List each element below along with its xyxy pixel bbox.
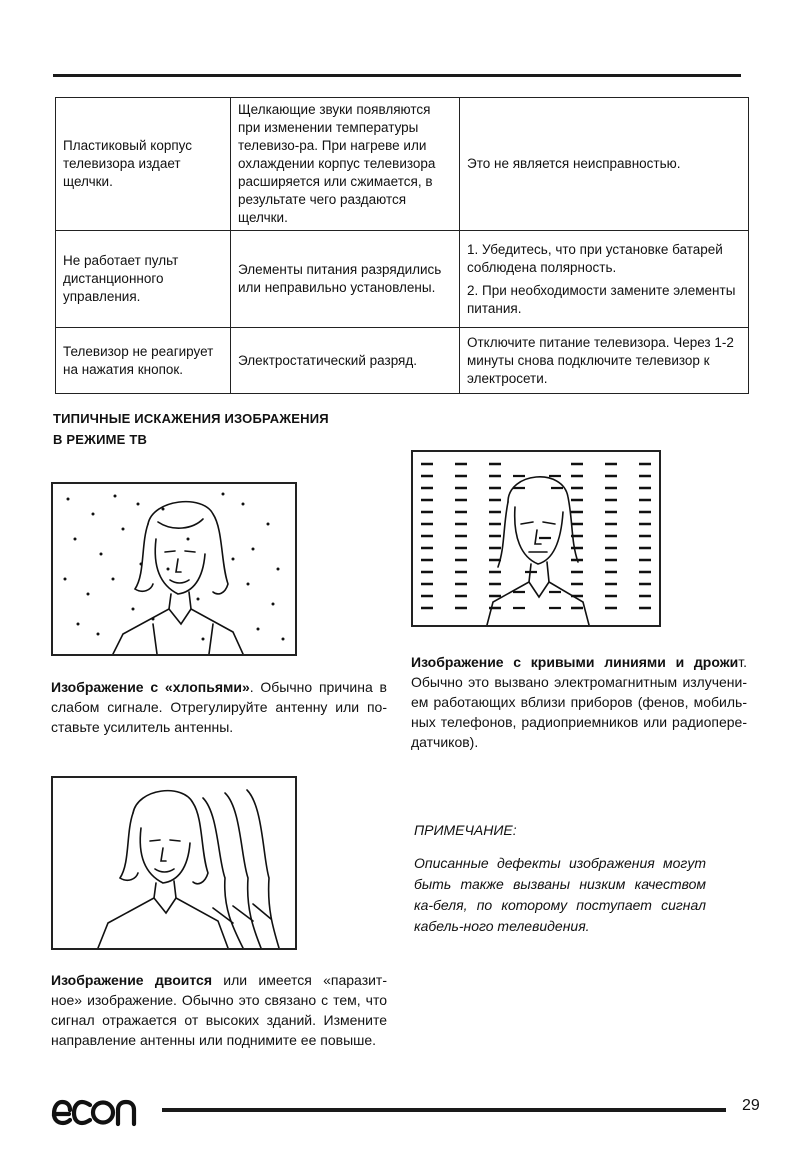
snow-face-drawing — [53, 484, 295, 654]
table-row — [56, 231, 749, 328]
solution-cell: 1. Убедитесь, что при установке батарей соблюдена полярность. 2. При необходимости замените элементы питания. — [460, 231, 749, 328]
cause-cell: Щелкающие звуки появляются при изменении температуры телевизо-ра. При нагреве или охлаждении корпус телевизора расширяется или сжимается, в результате чего раздаются щелчки. — [231, 98, 460, 231]
table-row — [56, 328, 749, 394]
solution-cell: Отключите питание телевизора. Через 1-2 минуты снова подключите телевизор к электросети. — [460, 328, 749, 394]
lines-face-drawing — [413, 452, 659, 625]
table-row — [56, 98, 749, 231]
cause-cell: Электростатический разряд. — [231, 328, 460, 394]
problem-cell: Не работает пульт дистанционного управления. — [56, 231, 231, 328]
page-number: 29 — [742, 1097, 760, 1114]
ghost-distortion-illustration — [51, 776, 297, 950]
ghost-caption: Изображение двоится или имеется «паразит-ное» изображение. Обычно это связано с тем, что сигнал отражается от высоких зданий. Измените направление антенны или поднимите ее повыше. — [51, 972, 388, 1048]
econ-logo — [50, 1093, 142, 1132]
snow-caption: Изображение с «хлопьями». Обычно причина в слабом сигнале. Отрегулируйте антенну или по-ставьте усилитель антенны. — [51, 679, 387, 735]
note-text: Описанные дефекты изображения могут быть также вызваны низким качеством ка-беля, по которому поступает сигнал кабель-ного телевидения. — [414, 855, 706, 934]
note-block — [414, 820, 706, 937]
problem-cell: Пластиковый корпус телевизора издает щелчки. — [56, 98, 231, 231]
snow-distortion-illustration — [51, 482, 297, 656]
problem-cell: Телевизор не реагирует на нажатия кнопок. — [56, 328, 231, 394]
section-title: ТИПИЧНЫЕ ИСКАЖЕНИЯ ИЗОБРАЖЕНИЯ В РЕЖИМЕ ТВ — [53, 411, 329, 447]
note-title: ПРИМЕЧАНИЕ: — [414, 822, 517, 838]
cause-cell: Элементы питания разрядились или неправильно установлены. — [231, 231, 460, 328]
solution-cell: Это не является неисправностью. — [460, 98, 749, 231]
troubleshooting-table — [55, 97, 749, 394]
footer-rule — [162, 1108, 726, 1112]
lines-distortion-illustration — [411, 450, 661, 627]
econ-logo-mark — [50, 1093, 142, 1127]
ghost-face-drawing — [53, 778, 295, 948]
header-rule — [53, 74, 741, 77]
lines-caption: Изображение с кривыми линиями и дрожит. Обычно это вызвано электромагнитным излучени-ем работающих вблизи приборов (фенов, мобиль-ных телефонов, радиоприемников или радиопере-датчиков). — [411, 654, 747, 750]
